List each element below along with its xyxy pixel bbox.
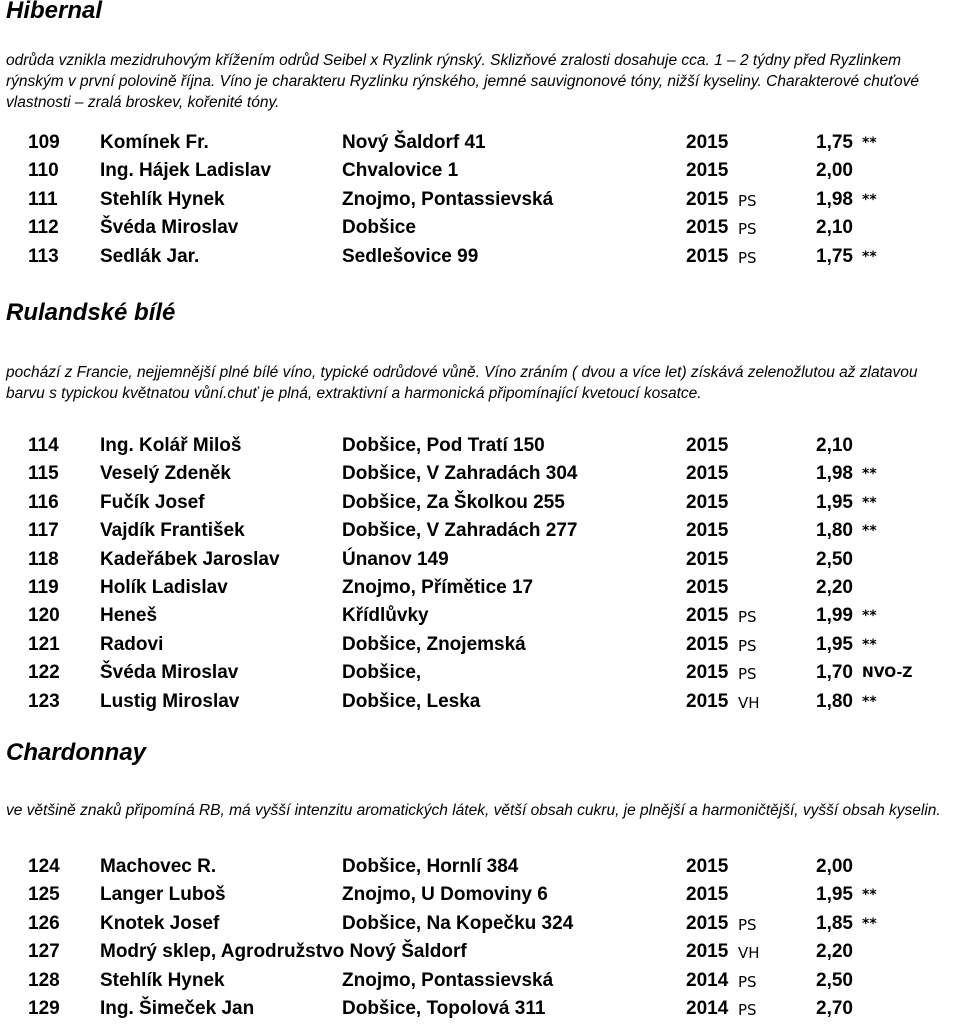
entry-number: 127: [28, 941, 60, 962]
entry-vintage-year: 2015: [686, 856, 729, 877]
entry-grower-name: Komínek Fr.: [100, 132, 209, 153]
entry-note: **: [862, 916, 877, 932]
entry-location: Dobšice, Pod Tratí 150: [342, 435, 545, 456]
entry-grower-name: Heneš: [100, 605, 158, 626]
entry-note: **: [862, 495, 877, 511]
table-row: [0, 246, 960, 274]
entry-number: 109: [28, 132, 60, 153]
entry-grower-name: Langer Luboš: [100, 884, 226, 905]
entry-number: 110: [28, 160, 59, 181]
entry-grower-name: Machovec R.: [100, 856, 217, 877]
entry-vintage-year: 2015: [686, 884, 729, 905]
entry-vintage-year: 2015: [686, 662, 729, 683]
entry-location: Dobšice, V Zahradách 277: [342, 520, 578, 541]
entry-score: 2,70: [816, 998, 853, 1019]
entry-number: 118: [28, 549, 59, 570]
entry-grower-name: Modrý sklep, Agrodružstvo Nový Šaldorf: [100, 941, 467, 962]
entry-location: Únanov 149: [342, 549, 449, 570]
entry-quality-tag: PS: [738, 637, 757, 655]
entry-number: 128: [28, 970, 60, 991]
entry-number: 123: [28, 691, 60, 712]
entry-score: 2,20: [816, 577, 853, 598]
entry-score: 1,75: [816, 132, 853, 153]
entry-grower-name: Veselý Zdeněk: [100, 463, 231, 484]
entry-location: Dobšice, Leska: [342, 691, 481, 712]
entry-grower-name: Stehlík Hynek: [100, 970, 225, 991]
entry-vintage-year: 2015: [686, 246, 729, 267]
entry-vintage-year: 2015: [686, 160, 729, 181]
entry-vintage-year: 2015: [686, 605, 729, 626]
entry-vintage-year: 2015: [686, 463, 729, 484]
entry-vintage-year: 2015: [686, 941, 729, 962]
entry-location: Nový Šaldorf 41: [342, 132, 486, 153]
entry-number: 120: [28, 605, 60, 626]
entry-location: Znojmo, Pontassievská: [342, 189, 554, 210]
entry-grower-name: Ing. Kolář Miloš: [100, 435, 242, 456]
table-row: [0, 970, 960, 998]
entry-quality-tag: PS: [738, 192, 757, 210]
entry-number: 125: [28, 884, 60, 905]
section-description-rulandske-bile: pochází z Francie, nejjemnější plné bílé víno, typické odrůdové vůně. Víno zráním ( dvou a více let) získává zelenožlutou až zlatavou barvu s typickou květnatou vůní.chuť je plná, extraktivní a harmonická připomínající kvetoucí kosatce.: [6, 364, 918, 402]
entry-score: 1,95: [816, 492, 853, 513]
table-row: [0, 913, 960, 941]
entry-number: 111: [28, 189, 58, 210]
entry-vintage-year: 2014: [686, 970, 729, 991]
entry-number: 119: [28, 577, 59, 598]
entry-quality-tag: PS: [738, 1001, 757, 1019]
table-row: [0, 160, 960, 188]
entry-location: Dobšice, V Zahradách 304: [342, 463, 578, 484]
entry-score: 1,99: [816, 605, 853, 626]
table-row: [0, 856, 960, 884]
entry-grower-name: Švéda Miroslav: [100, 662, 239, 683]
entry-grower-name: Ing. Šimeček Jan: [100, 998, 255, 1019]
entry-note: NVO-Z: [862, 665, 913, 681]
entry-score: 1,98: [816, 189, 853, 210]
section-heading-chardonnay: Chardonnay: [6, 739, 147, 766]
entry-quality-tag: PS: [738, 973, 757, 991]
entry-quality-tag: PS: [738, 916, 757, 934]
entry-note: **: [862, 608, 877, 624]
section-description-chardonnay: ve většině znaků připomíná RB, má vyšší intenzitu aromatických látek, větší obsah cukru, je plnější a harmoničtější, vyšší obsah kyselin.: [6, 802, 941, 819]
table-row: [0, 520, 960, 548]
table-row: [0, 217, 960, 245]
entry-number: 113: [28, 246, 59, 267]
table-row: [0, 132, 960, 160]
entry-quality-tag: VH: [738, 694, 760, 712]
entry-note: **: [862, 192, 877, 208]
entry-score: 1,80: [816, 691, 853, 712]
entry-vintage-year: 2015: [686, 520, 729, 541]
entry-note: **: [862, 637, 877, 653]
entry-quality-tag: PS: [738, 220, 757, 238]
entry-vintage-year: 2015: [686, 691, 729, 712]
entry-number: 114: [28, 435, 59, 456]
entry-grower-name: Kadeřábek Jaroslav: [100, 549, 280, 570]
entry-vintage-year: 2015: [686, 913, 729, 934]
entry-location: Znojmo, U Domoviny 6: [342, 884, 548, 905]
entry-grower-name: Ing. Hájek Ladislav: [100, 160, 272, 181]
entry-score: 2,50: [816, 549, 853, 570]
entry-score: 2,00: [816, 160, 853, 181]
entry-quality-tag: PS: [738, 608, 757, 626]
entry-number: 117: [28, 520, 59, 541]
entry-grower-name: Knotek Josef: [100, 913, 220, 934]
table-row: [0, 634, 960, 662]
entry-quality-tag: VH: [738, 944, 760, 962]
entry-note: **: [862, 249, 877, 265]
entry-note: **: [862, 887, 877, 903]
section-heading-hibernal: Hibernal: [6, 0, 103, 24]
entry-location: Dobšice, Hornlí 384: [342, 856, 519, 877]
entry-number: 124: [28, 856, 60, 877]
table-row: [0, 549, 960, 577]
entry-quality-tag: PS: [738, 249, 757, 267]
entry-score: 1,80: [816, 520, 853, 541]
entry-number: 115: [28, 463, 59, 484]
entry-score: 2,10: [816, 217, 853, 238]
entry-location: Znojmo, Přímětice 17: [342, 577, 534, 598]
entry-number: 121: [28, 634, 60, 655]
table-row: [0, 941, 960, 969]
entry-score: 1,95: [816, 884, 853, 905]
entry-vintage-year: 2015: [686, 132, 729, 153]
entry-grower-name: Fučík Josef: [100, 492, 205, 513]
entry-vintage-year: 2015: [686, 549, 729, 570]
entry-grower-name: Radovi: [100, 634, 164, 655]
section-heading-rulandske-bile: Rulandské bílé: [6, 299, 176, 326]
entry-number: 122: [28, 662, 60, 683]
entry-score: 1,95: [816, 634, 853, 655]
table-row: [0, 189, 960, 217]
entry-score: 2,20: [816, 941, 853, 962]
entry-grower-name: Švéda Miroslav: [100, 217, 239, 238]
entry-grower-name: Lustig Miroslav: [100, 691, 240, 712]
entry-score: 2,50: [816, 970, 853, 991]
entry-vintage-year: 2015: [686, 189, 729, 210]
entry-score: 1,70: [816, 662, 853, 683]
entry-location: Dobšice, Na Kopečku 324: [342, 913, 574, 934]
entry-vintage-year: 2015: [686, 435, 729, 456]
table-row: [0, 577, 960, 605]
entry-location: Sedlešovice 99: [342, 246, 479, 267]
entry-score: 1,98: [816, 463, 853, 484]
entry-vintage-year: 2015: [686, 634, 729, 655]
entry-note: **: [862, 135, 877, 151]
entry-grower-name: Stehlík Hynek: [100, 189, 225, 210]
entry-number: 112: [28, 217, 59, 238]
entry-vintage-year: 2014: [686, 998, 729, 1019]
entry-location: Dobšice, Znojemská: [342, 634, 526, 655]
entry-number: 116: [28, 492, 59, 513]
entry-quality-tag: PS: [738, 665, 757, 683]
entry-location: Dobšice,: [342, 662, 422, 683]
entry-note: **: [862, 466, 877, 482]
entry-grower-name: Holík Ladislav: [100, 577, 228, 598]
entry-location: Křídlůvky: [342, 605, 429, 626]
entry-note: **: [862, 523, 877, 539]
entry-number: 126: [28, 913, 60, 934]
section-description-hibernal: odrůda vznikla mezidruhovým křížením odrůd Seibel x Ryzlink rýnský. Sklizňové zralosti dosahuje cca. 1 – 2 týdny před Ryzlinkem rýnským v první polovině října. Víno je charakteru Ryzlinku rýnského, jemné sauvignonové tóny, nižší kyseliny. Charakterové chuťové vlastnosti – zralá broskev, kořenité tóny.: [6, 52, 919, 111]
entry-vintage-year: 2015: [686, 577, 729, 598]
table-row: [0, 463, 960, 491]
entry-vintage-year: 2015: [686, 492, 729, 513]
table-row: [0, 435, 960, 463]
entry-location: Dobšice, Za Školkou 255: [342, 492, 565, 513]
entry-location: Chvalovice 1: [342, 160, 459, 181]
table-row: [0, 492, 960, 520]
table-row: [0, 605, 960, 633]
entry-grower-name: Vajdík František: [100, 520, 245, 541]
entry-score: 1,75: [816, 246, 853, 267]
table-row: [0, 691, 960, 719]
entry-number: 129: [28, 998, 60, 1019]
entry-location: Dobšice: [342, 217, 416, 238]
entry-vintage-year: 2015: [686, 217, 729, 238]
entry-score: 2,10: [816, 435, 853, 456]
entry-grower-name: Sedlák Jar.: [100, 246, 200, 267]
entry-score: 2,00: [816, 856, 853, 877]
entry-score: 1,85: [816, 913, 853, 934]
entry-note: **: [862, 694, 877, 710]
table-row: [0, 884, 960, 912]
entry-location: Znojmo, Pontassievská: [342, 970, 554, 991]
entry-location: Dobšice, Topolová 311: [342, 998, 546, 1019]
table-row: [0, 662, 960, 690]
